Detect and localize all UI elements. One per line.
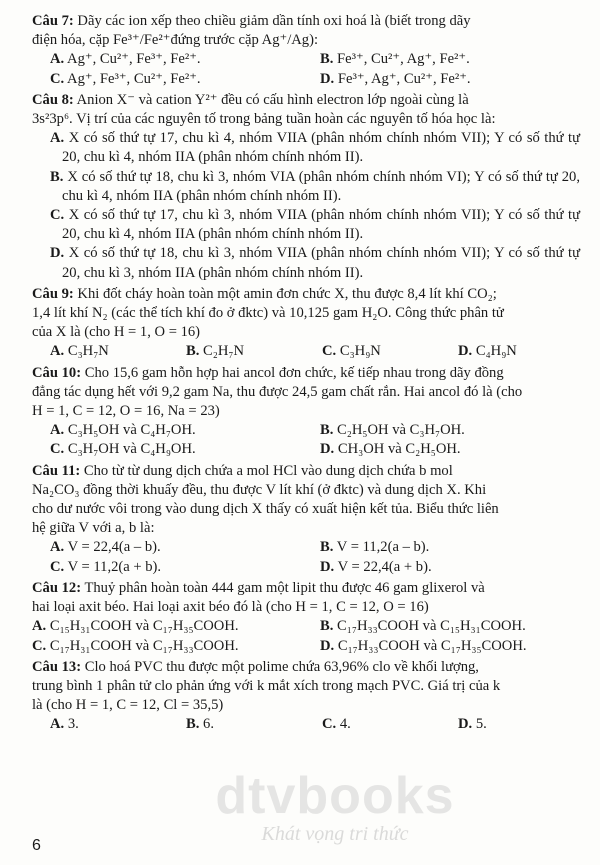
question-11-options: [50, 538, 580, 576]
question-11-text-line2: Na₂CO₃ đồng thời khuấy đều, thu được V lít khí (ở đktc) và dung dịch X. Khi: [32, 481, 487, 498]
question-9-text-line1: Khi đốt cháy hoàn toàn một amin đơn chức X, thu được 8,4 lít khí CO₂;: [77, 285, 497, 302]
option-text: Fe³⁺, Cu²⁺, Ag⁺, Fe²⁺.: [337, 51, 470, 68]
option-d[interactable]: [458, 342, 594, 361]
option-text: C₁₇H₃₃COOH và C₁₅H₃₁COOH.: [337, 618, 526, 635]
option-a[interactable]: [50, 342, 186, 361]
option-key: B.: [320, 51, 334, 68]
option-key: D.: [320, 70, 335, 87]
exam-page: [32, 12, 580, 737]
question-10: [32, 364, 580, 460]
option-text: C₃H₉N: [339, 343, 381, 360]
option-text: số thứ tự 20, chu kì 3, nhóm IIA (phân nhóm chính nhóm II).: [62, 245, 581, 281]
option-key: C.: [50, 441, 65, 458]
question-11-text-line1: Cho từ từ dung dịch chứa a mol HCl vào dung dịch chứa b mol: [83, 462, 453, 479]
watermark-slogan: Khát vọng tri thức: [261, 823, 409, 845]
question-9-text-line2: 1,4 lít khí N₂ (các thể tích khí đo ở đktc) và 10,125 gam H₂O. Công thức phân tử: [32, 305, 504, 322]
watermark-logo: dtvbooks: [215, 767, 455, 825]
question-9-options: [50, 342, 580, 361]
question-8-stem: [32, 91, 580, 129]
watermark: [205, 767, 465, 846]
option-text: V = 11,2(a – b).: [336, 539, 430, 556]
question-12: [32, 579, 580, 656]
question-7-label: Câu 7:: [32, 13, 74, 29]
option-b[interactable]: [320, 50, 590, 69]
question-7-text-line1: Dãy các ion xếp theo chiều giảm dần tính oxi hoá là (biết trong dãy: [77, 13, 471, 29]
option-c[interactable]: [50, 70, 320, 89]
question-8: [32, 91, 580, 283]
question-13-text-line3: là (cho H = 1, C = 12, Cl = 35,5): [32, 697, 224, 714]
option-b[interactable]: [320, 421, 590, 440]
option-c[interactable]: [322, 715, 458, 734]
question-11-stem: [32, 462, 580, 539]
question-9: [32, 285, 580, 362]
option-a[interactable]: [50, 50, 320, 69]
question-9-label: Câu 9:: [32, 285, 74, 302]
option-key: C.: [50, 558, 65, 575]
question-9-stem: [32, 285, 580, 343]
option-b[interactable]: [186, 715, 322, 734]
option-a[interactable]: [50, 715, 186, 734]
option-key: A.: [50, 539, 65, 556]
option-key: C.: [50, 70, 65, 87]
option-text: X có số thứ tự 18, chu kì 3, nhóm VIIA (phân nhóm chính nhóm VII); Y có: [68, 245, 523, 262]
question-12-options: [32, 617, 580, 655]
question-10-text-line2: đẳng tác dụng hết với 9,2 gam Na, thu được 24,5 gam chất rắn. Hai ancol đó là (cho: [32, 383, 523, 400]
question-13-label: Câu 13:: [32, 658, 82, 675]
option-c[interactable]: [50, 440, 320, 459]
option-key: C.: [32, 637, 47, 654]
option-text: CH₃OH và C₂H₅OH.: [337, 441, 461, 458]
option-key: B.: [320, 539, 334, 556]
question-10-stem: [32, 364, 580, 422]
question-12-text-line2: hai loại axit béo. Hai loại axit béo đó là (cho H = 1, C = 12, O = 16): [32, 599, 429, 616]
option-text: C₁₅H₃₁COOH và C₁₇H₃₅COOH.: [49, 618, 239, 635]
option-key: B.: [186, 716, 200, 733]
question-8-text-line2: 3s²3p⁶. Vị trí của các nguyên tố trong bảng tuần hoàn các nguyên tố hóa học là:: [32, 111, 496, 128]
option-a[interactable]: [50, 421, 320, 440]
option-d[interactable]: [320, 558, 590, 577]
question-11: [32, 462, 580, 577]
option-text: số thứ tự 20, chu kì 4, nhóm IIA (phân nhóm chính nhóm II).: [62, 130, 581, 166]
option-a[interactable]: [32, 617, 320, 636]
option-d[interactable]: [458, 715, 594, 734]
question-12-label: Câu 12:: [32, 579, 82, 596]
option-text: Ag⁺, Cu²⁺, Fe³⁺, Fe²⁺.: [67, 51, 201, 68]
option-key: C.: [50, 207, 65, 224]
option-text: Ag⁺, Fe³⁺, Cu²⁺, Fe²⁺.: [67, 70, 201, 87]
option-text: số thứ tự 20, chu kì 4, nhóm IIA (phân nhóm chính nhóm II).: [62, 168, 580, 204]
option-text: C₃H₇OH và C₄H₉OH.: [67, 441, 196, 458]
option-text: C₁₇H₃₃COOH và C₁₇H₃₅COOH.: [337, 637, 527, 654]
option-text: Fe³⁺, Ag⁺, Cu²⁺, Fe²⁺.: [337, 70, 471, 87]
option-key: D.: [320, 558, 335, 575]
option-key: B.: [320, 618, 334, 635]
option-c[interactable]: [50, 558, 320, 577]
question-13-stem: [32, 658, 580, 716]
option-text: C₄H₉N: [475, 343, 517, 360]
option-key: D.: [50, 245, 65, 262]
option-key: D.: [458, 716, 473, 733]
option-key: B.: [50, 168, 64, 185]
question-13: [32, 658, 580, 735]
question-9-text-line3: của X là (cho H = 1, O = 16): [32, 324, 201, 341]
question-11-label: Câu 11:: [32, 462, 81, 479]
option-text: số thứ tự 20, chu kì 4, nhóm IIA (phân nhóm chính nhóm II).: [62, 207, 581, 243]
option-b[interactable]: [50, 168, 580, 206]
question-10-text-line1: Cho 15,6 gam hỗn hợp hai ancol đơn chức, kế tiếp nhau trong dãy đồng: [84, 364, 504, 381]
question-10-options: [50, 421, 580, 459]
page-number: 6: [32, 837, 41, 854]
question-10-text-line3: H = 1, C = 12, O = 16, Na = 23): [32, 403, 220, 420]
question-8-label: Câu 8:: [32, 91, 74, 108]
option-text: X có số thứ tự 17, chu kì 4, nhóm VIIA (phân nhóm chính nhóm VII); Y có: [68, 130, 523, 147]
question-12-text-line1: Thuỷ phân hoàn toàn 444 gam một lipit thu được 46 gam glixerol và: [84, 579, 485, 596]
option-text: 3.: [67, 716, 79, 733]
option-c[interactable]: [50, 206, 580, 244]
question-13-options: [50, 715, 580, 734]
option-key: D.: [320, 637, 335, 654]
option-b[interactable]: [186, 342, 322, 361]
option-text: X có số thứ tự 18, chu kì 3, nhóm VIA (phân nhóm chính nhóm VI); Y có: [67, 168, 502, 185]
option-d[interactable]: [50, 244, 580, 282]
question-11-text-line4: hệ giữa V với a, b là:: [32, 520, 155, 537]
question-7-stem: [32, 12, 580, 50]
question-10-label: Câu 10:: [32, 364, 82, 381]
option-a[interactable]: [50, 538, 320, 557]
option-key: C.: [322, 343, 337, 360]
option-key: D.: [320, 441, 335, 458]
question-8-text-line1: Anion X⁻ và cation Y²⁺ đều có cấu hình electron lớp ngoài cùng là: [76, 91, 469, 108]
option-d[interactable]: [320, 70, 590, 89]
question-12-stem: [32, 579, 580, 617]
option-d[interactable]: [320, 637, 580, 656]
option-text: C₂H₇N: [203, 343, 245, 360]
question-7: [32, 12, 580, 89]
option-text: V = 22,4(a – b).: [67, 539, 161, 556]
option-text: X có số thứ tự 17, chu kì 3, nhóm VIIA (phân nhóm chính nhóm VII); Y có: [68, 207, 523, 224]
option-text: 4.: [339, 716, 351, 733]
option-key: A.: [50, 51, 65, 68]
option-key: D.: [458, 343, 473, 360]
question-13-text-line2: trung bình 1 phân tử clo phản ứng với k mắt xích trong mạch PVC. Giá trị của k: [32, 677, 501, 694]
question-11-text-line3: cho dư nước vôi trong vào dung dịch X thấy có xuất hiện kết tủa. Biểu thức liên: [32, 501, 499, 518]
option-key: A.: [50, 716, 65, 733]
question-7-text-line2: điện hóa, cặp Fe³⁺/Fe²⁺đứng trước cặp Ag⁺/Ag):: [32, 32, 318, 49]
option-a[interactable]: [50, 129, 580, 167]
option-text: 5.: [475, 716, 487, 733]
option-text: C₂H₅OH và C₃H₇OH.: [337, 422, 465, 439]
option-text: V = 11,2(a + b).: [67, 558, 162, 575]
option-c[interactable]: [32, 637, 320, 656]
option-key: C.: [322, 716, 337, 733]
option-b[interactable]: [320, 617, 580, 636]
option-text: 6.: [203, 716, 214, 733]
option-text: C₃H₇N: [67, 343, 109, 360]
option-key: A.: [50, 343, 65, 360]
option-key: A.: [32, 618, 47, 635]
option-c[interactable]: [322, 342, 458, 361]
option-key: B.: [320, 422, 334, 439]
question-13-text-line1: Clo hoá PVC thu được một polime chứa 63,96% clo về khối lượng,: [84, 658, 479, 675]
option-b[interactable]: [320, 538, 590, 557]
option-text: C₁₇H₃₁COOH và C₁₇H₃₃COOH.: [49, 637, 239, 654]
option-text: C₃H₅OH và C₄H₇OH.: [67, 422, 196, 439]
option-text: V = 22,4(a + b).: [337, 558, 432, 575]
question-7-options: [50, 50, 580, 88]
option-d[interactable]: [320, 440, 590, 459]
option-key: A.: [50, 422, 65, 439]
option-key: A.: [50, 130, 65, 147]
option-key: B.: [186, 343, 200, 360]
